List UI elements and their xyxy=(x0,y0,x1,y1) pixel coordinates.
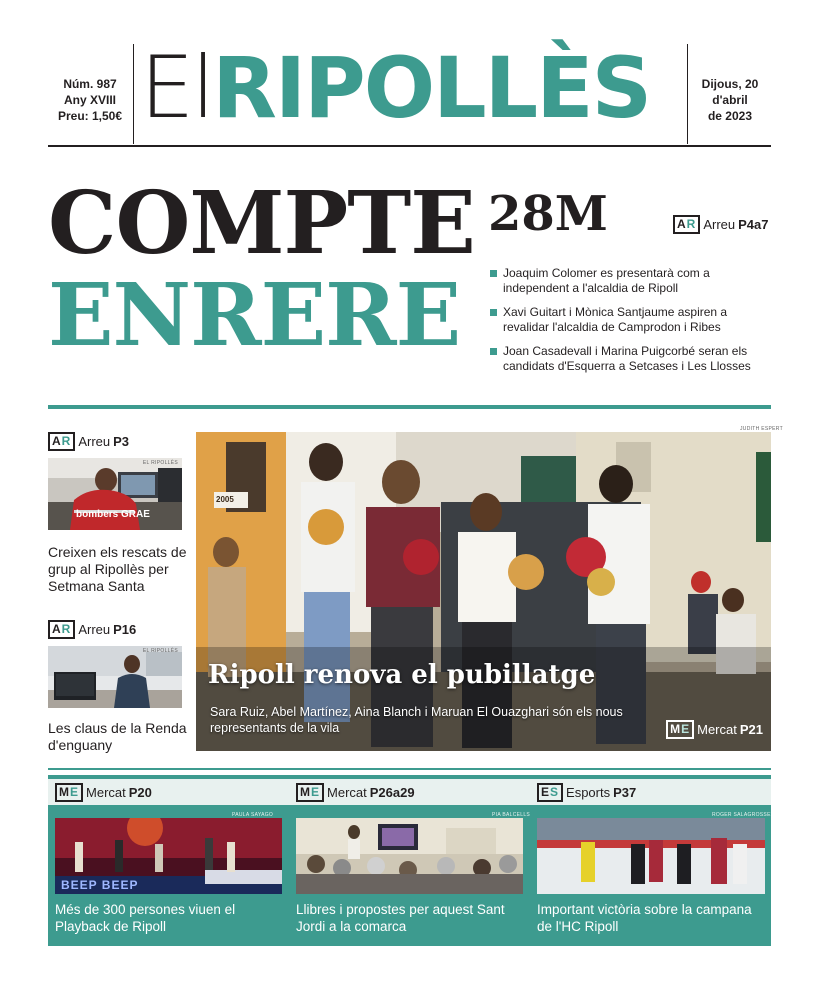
section-badge xyxy=(666,720,694,739)
section-badge xyxy=(55,783,83,802)
badge-letter-b: R xyxy=(61,622,72,636)
bullet-square-icon xyxy=(490,309,497,316)
badge-letter-b: E xyxy=(70,785,80,799)
badge-letter-b: R xyxy=(686,217,697,231)
photo-stage-text: BEEP BEEP xyxy=(61,878,139,892)
bottom-story-1-tag[interactable] xyxy=(55,783,152,802)
bottom-story-3-tag[interactable] xyxy=(537,783,636,802)
masthead-bottom-rule xyxy=(48,145,771,147)
date-line-1: Dijous, 20 xyxy=(701,77,759,91)
bottom-story-1-title[interactable]: Més de 300 persones viuen el Playback de Ripoll xyxy=(55,902,236,934)
logo-name: RIPOLLÈS xyxy=(212,39,651,137)
issue-year: Any XVIII xyxy=(63,93,116,107)
issue-date xyxy=(690,76,770,124)
newspaper-logo[interactable] xyxy=(140,38,680,138)
bottom-story-2-title[interactable]: Llibres i propostes per aquest Sant Jordi a la comarca xyxy=(296,902,505,934)
bottom-story-3-photo[interactable] xyxy=(537,818,765,894)
lead-bullet-list xyxy=(490,266,775,383)
section-page: P3 xyxy=(113,434,130,449)
section-name: Arreu xyxy=(78,434,111,449)
bullet-square-icon xyxy=(490,348,497,355)
side-story-1-title[interactable]: Creixen els rescats de grup al Ripollès per Setmana Santa xyxy=(48,544,187,594)
lead-bullet[interactable] xyxy=(490,305,775,335)
side-story-2-tag[interactable] xyxy=(48,620,136,639)
issue-price: Preu: 1,50€ xyxy=(57,109,123,123)
badge-letter-b: S xyxy=(550,785,560,799)
section-badge xyxy=(537,783,563,802)
main-story-tag[interactable] xyxy=(666,720,763,739)
badge-letter-a: M xyxy=(300,785,311,799)
side-story-2-photo[interactable] xyxy=(48,646,182,708)
section-badge xyxy=(48,620,75,639)
badge-letter-a: A xyxy=(677,217,687,231)
hockey-match-photo xyxy=(537,818,765,894)
section-page: P37 xyxy=(613,785,637,800)
photo-credit: EL RIPOLLÈS xyxy=(142,460,178,466)
section-badge xyxy=(296,783,324,802)
bullet-text: Joan Casadevall i Marina Puigcorbé seran els candidats d'Esquerra a Setcases i Les Llosses xyxy=(503,344,751,373)
bottom-story-3-title[interactable]: Important victòria sobre la campana de l'HC Ripoll xyxy=(537,902,752,934)
badge-letter-b: E xyxy=(681,722,691,736)
bullet-text: Xavi Guitart i Mònica Santjaume aspiren a revalidar l'alcaldia de Camprodon i Ribes xyxy=(503,305,728,334)
section-name: Arreu xyxy=(78,622,111,637)
bullet-text: Joaquim Colomer es presentarà com a independent a l'alcaldia de Ripoll xyxy=(503,266,710,295)
bottom-story-2-tag[interactable] xyxy=(296,783,415,802)
main-story-subtitle: Sara Ruiz, Abel Martínez, Aina Blanch i Maruan El Ouazghari són els nous representants de la vila xyxy=(210,705,623,735)
badge-letter-a: M xyxy=(670,722,682,736)
section-name: Esports xyxy=(566,785,611,800)
issue-number: Núm. 987 xyxy=(63,77,117,91)
photo-year-plaque: 2005 xyxy=(216,495,234,504)
main-photo-credit: JUDITH ESPERT xyxy=(740,426,783,432)
section-page: P26a29 xyxy=(369,785,415,800)
lead-headline-line1: COMPTE xyxy=(48,173,475,274)
section-name: Mercat xyxy=(86,785,126,800)
office-photo xyxy=(48,646,182,708)
badge-letter-a: E xyxy=(541,785,551,799)
section-badge xyxy=(48,432,75,451)
photo-vest-text: bombers GRAE xyxy=(76,509,150,520)
bottom-story-1-photo[interactable] xyxy=(55,818,282,894)
section-name: Arreu xyxy=(703,217,736,232)
badge-letter-a: A xyxy=(52,622,62,636)
photo-credit: ROGER SALAGROSSE xyxy=(712,812,771,818)
masthead-divider-left xyxy=(133,44,134,144)
bottom-divider xyxy=(48,768,771,770)
badge-letter-a: A xyxy=(52,434,62,448)
section-page: P20 xyxy=(128,785,152,800)
section-badge xyxy=(673,215,700,234)
section-page: P16 xyxy=(113,622,137,637)
side-story-1-photo[interactable] xyxy=(48,458,182,530)
side-story-1-tag[interactable] xyxy=(48,432,129,451)
lead-headline[interactable] xyxy=(48,173,475,366)
section-name: Mercat xyxy=(697,722,737,737)
photo-credit: PIA BALCELLS xyxy=(492,812,531,818)
bullet-square-icon xyxy=(490,270,497,277)
audience-photo xyxy=(296,818,523,894)
lead-bullet[interactable] xyxy=(490,266,775,296)
logo-prefix: El xyxy=(140,38,213,138)
section-page: P4a7 xyxy=(738,217,769,232)
issue-info xyxy=(48,76,132,124)
side-story-2-title[interactable]: Les claus de la Renda d'enguany xyxy=(48,720,187,753)
date-line-2: d'abril xyxy=(712,93,748,107)
date-line-3: de 2023 xyxy=(707,109,753,123)
badge-letter-a: M xyxy=(59,785,70,799)
photo-credit: PAULA SAYAGO xyxy=(232,812,274,818)
lead-section-tag[interactable] xyxy=(673,215,769,234)
section-page: P21 xyxy=(739,722,763,737)
masthead-divider-right xyxy=(687,44,688,144)
main-story-headline[interactable]: Ripoll renova el pubillatge xyxy=(208,660,596,690)
bottom-story-2-photo[interactable] xyxy=(296,818,523,894)
section-divider xyxy=(48,405,771,409)
photo-credit: EL RIPOLLÈS xyxy=(142,648,178,654)
lead-kicker: 28M xyxy=(488,186,608,242)
badge-letter-b: E xyxy=(311,785,321,799)
lead-bullet[interactable] xyxy=(490,344,775,374)
lead-headline-line2: ENRERE xyxy=(48,265,461,366)
section-name: Mercat xyxy=(327,785,367,800)
badge-letter-b: R xyxy=(61,434,72,448)
main-story-photo[interactable] xyxy=(196,432,771,751)
